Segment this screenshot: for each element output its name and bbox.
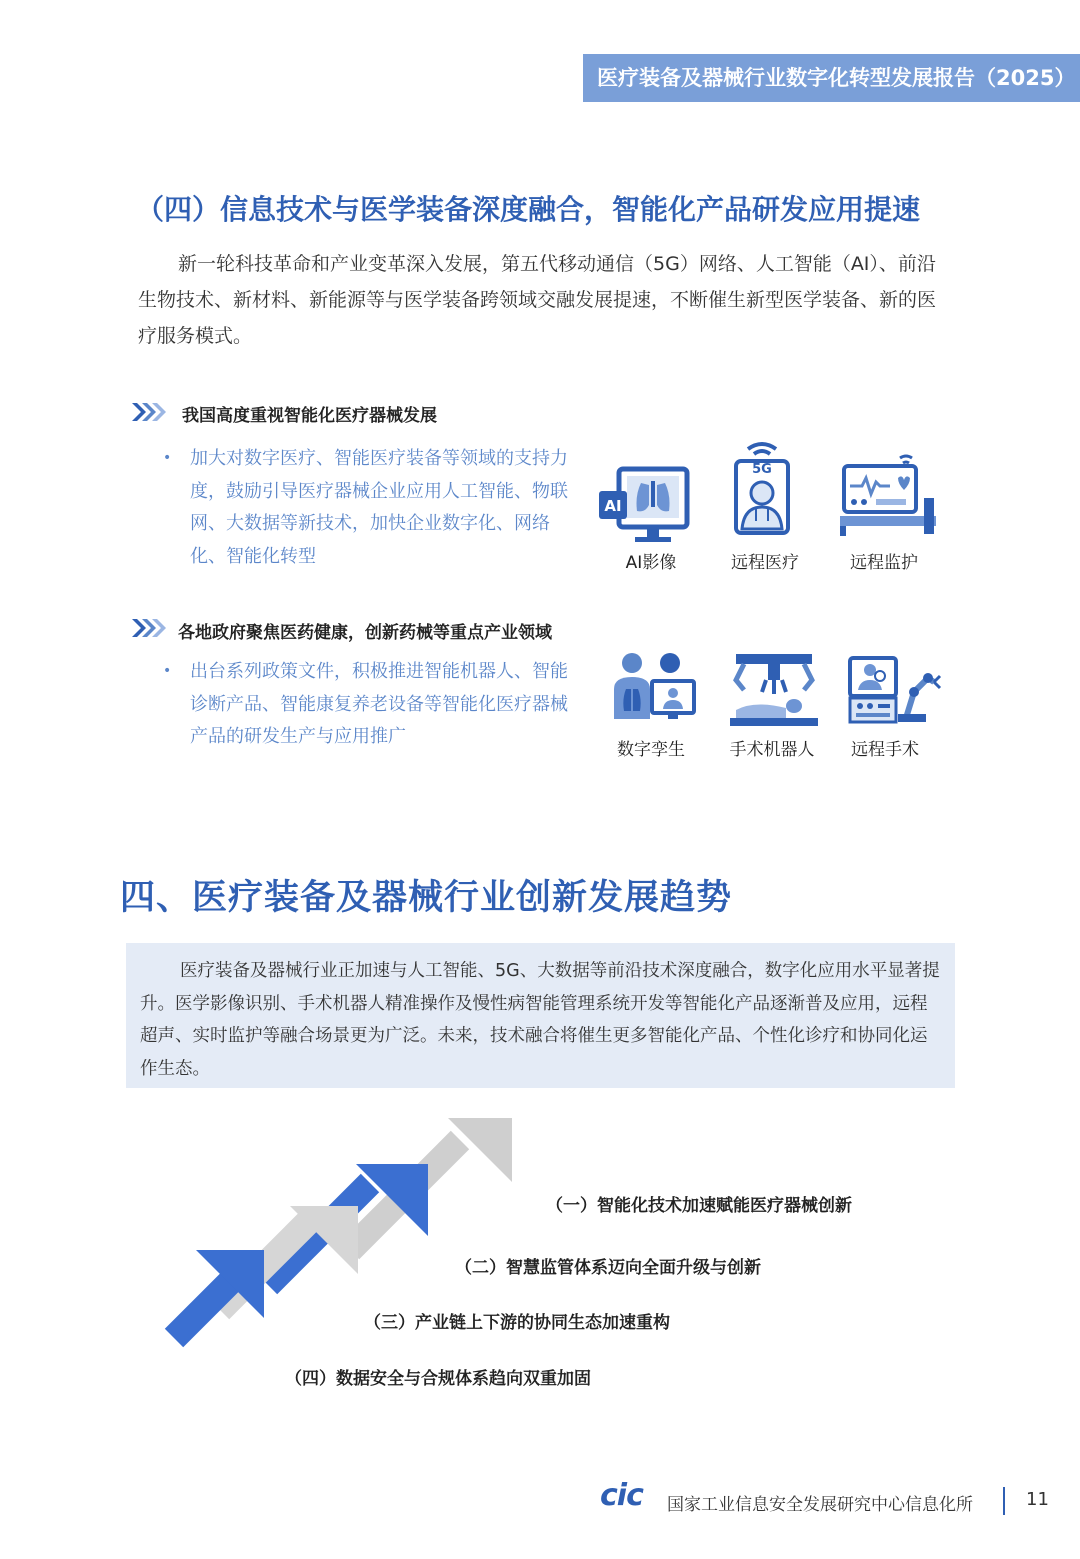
subsection-paragraph: 新一轮科技革命和产业变革深入发展，第五代移动通信（5G）网络、人工智能（AI）、前沿生物技术、新材料、新能源等与医学装备跨领域交融发展提速，不断催生新型医学装备、新的医疗服务模式。 [138, 253, 937, 347]
highlight-title-2: 各地政府聚焦医药健康，创新药械等重点产业领域 [178, 623, 552, 643]
ai-imaging-icon [597, 455, 697, 555]
icon-label-remote-surgery: 远程手术 [851, 740, 919, 760]
cic-logo: cic [600, 1478, 643, 1513]
chevron-double-right-icon [130, 617, 166, 639]
highlight-title-1: 我国高度重视智能化医疗器械发展 [182, 406, 437, 426]
remote-monitoring-icon [838, 450, 938, 550]
digital-twin-icon [606, 645, 706, 745]
trend-item-2: （二）智慧监管体系迈向全面升级与创新 [455, 1258, 761, 1278]
svg-text:5G: 5G [752, 462, 772, 477]
section-summary-text: 医疗装备及器械行业正加速与人工智能、5G、大数据等前沿技术深度融合，数字化应用水平显著提升。医学影像识别、手术机器人精准操作及慢性病智能管理系统开发等智能化产品逐渐普及应用，远程超声、实时监护等融合场景更为广泛。未来，技术融合将催生更多智能化产品、个性化诊疗和协同化运作生态。 [140, 961, 940, 1079]
report-header-title: 医疗装备及器械行业数字化转型发展报告（2025） [583, 54, 1080, 102]
icon-label-ai-imaging: AI影像 [625, 553, 677, 573]
footer-organization: 国家工业信息安全发展研究中心信息化所 [667, 1495, 973, 1515]
section-summary-box [126, 943, 955, 1088]
trend-item-4: （四）数据安全与合规体系趋向双重加固 [285, 1369, 591, 1389]
chevron-double-right-icon [130, 401, 166, 423]
subsection-title: （四）信息技术与医学装备深度融合，智能化产品研发应用提速 [136, 193, 921, 226]
trend-item-1: （一）智能化技术加速赋能医疗器械创新 [546, 1196, 852, 1216]
telemedicine-icon [712, 437, 812, 537]
footer-divider [1003, 1487, 1005, 1515]
icon-label-surgical-robot: 手术机器人 [729, 740, 815, 760]
icon-label-remote-monitoring: 远程监护 [850, 553, 918, 573]
highlight-bullet-2: 出台系列政策文件，积极推进智能机器人、智能诊断产品、智能康复养老设备等智能化医疗器械产品的研发生产与应用推广 [190, 661, 568, 747]
trend-item-3: （三）产业链上下游的协同生态加速重构 [364, 1313, 670, 1333]
section-title: 四、医疗装备及器械行业创新发展趋势 [120, 878, 733, 918]
bullet-dot: • [163, 450, 172, 466]
bullet-dot: • [163, 663, 172, 679]
page-number: 11 [1026, 1489, 1049, 1510]
svg-text:AI: AI [604, 497, 622, 515]
icon-label-telemedicine: 远程医疗 [731, 553, 799, 573]
highlight-bullet-1: 加大对数字医疗、智能医疗装备等领域的支持力度，鼓励引导医疗器械企业应用人工智能、物联网、大数据等新技术，加快企业数字化、网络化、智能化转型 [190, 448, 568, 567]
icon-label-digital-twin: 数字孪生 [617, 740, 685, 760]
